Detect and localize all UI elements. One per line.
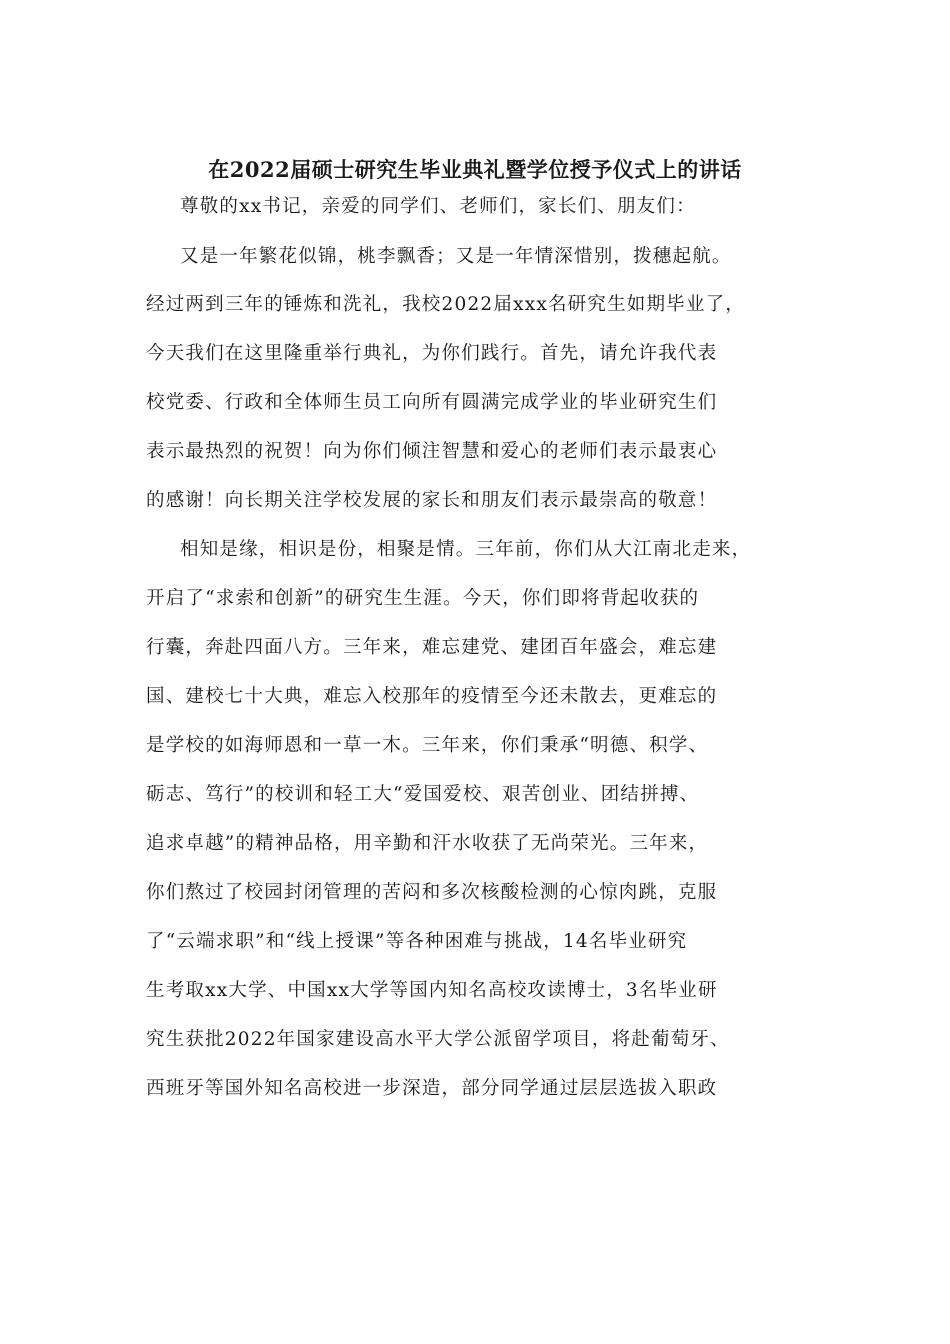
body-line: 校党委、行政和全体师生员工向所有圆满完成学业的毕业研究生们	[146, 392, 718, 413]
body-line: 西班牙等国外知名高校进一步深造，部分同学通过层层选拔入职政	[146, 1078, 718, 1099]
body-line: 生考取xx大学、中国xx大学等国内知名高校攻读博士，3名毕业研	[146, 980, 718, 1001]
body-line: 追求卓越”的精神品格，用辛勤和汗水收获了无尚荣光。三年来，	[146, 833, 709, 854]
body-line: 表示最热烈的祝贺！向为你们倾注智慧和爱心的老师们表示最衷心	[146, 441, 718, 462]
body-line: 经过两到三年的锤炼和洗礼，我校2022届xxx名研究生如期毕业了，	[146, 294, 745, 315]
body-line: 又是一年繁花似锦，桃李飘香；又是一年情深惜别，拨穗起航。	[180, 246, 732, 267]
document-title: 在2022届硕士研究生毕业典礼暨学位授予仪式上的讲话	[208, 157, 742, 182]
body-line: 是学校的如海师恩和一草一木。三年来，你们秉承“明德、积学、	[146, 735, 709, 756]
body-line: 相知是缘，相识是份，相聚是情。三年前，你们从大江南北走来，	[180, 539, 752, 560]
body-line: 的感谢！向长期关注学校发展的家长和朋友们表示最崇高的敬意！	[146, 490, 718, 511]
body-line: 开启了“求索和创新”的研究生生涯。今天，你们即将背起收获的	[146, 588, 700, 609]
body-line: 砺志、笃行”的校训和轻工大“爱国爱校、艰苦创业、团结拼搏、	[146, 784, 700, 805]
body-line: 你们熬过了校园封闭管理的苦闷和多次核酸检测的心惊肉跳，克服	[146, 882, 718, 903]
salutation-line: 尊敬的xx书记，亲爱的同学们、老师们，家长们、朋友们：	[180, 196, 696, 217]
body-line: 究生获批2022年国家建设高水平大学公派留学项目，将赴葡萄牙、	[146, 1029, 730, 1050]
body-line: 国、建校七十大典，难忘入校那年的疫情至今还未散去，更难忘的	[146, 686, 718, 707]
body-line: 今天我们在这里隆重举行典礼，为你们践行。首先，请允许我代表	[146, 343, 718, 364]
body-line: 了“云端求职”和“线上授课”等各种困难与挑战，14名毕业研究	[146, 931, 688, 952]
body-line: 行囊，奔赴四面八方。三年来，难忘建党、建团百年盛会，难忘建	[146, 637, 718, 658]
